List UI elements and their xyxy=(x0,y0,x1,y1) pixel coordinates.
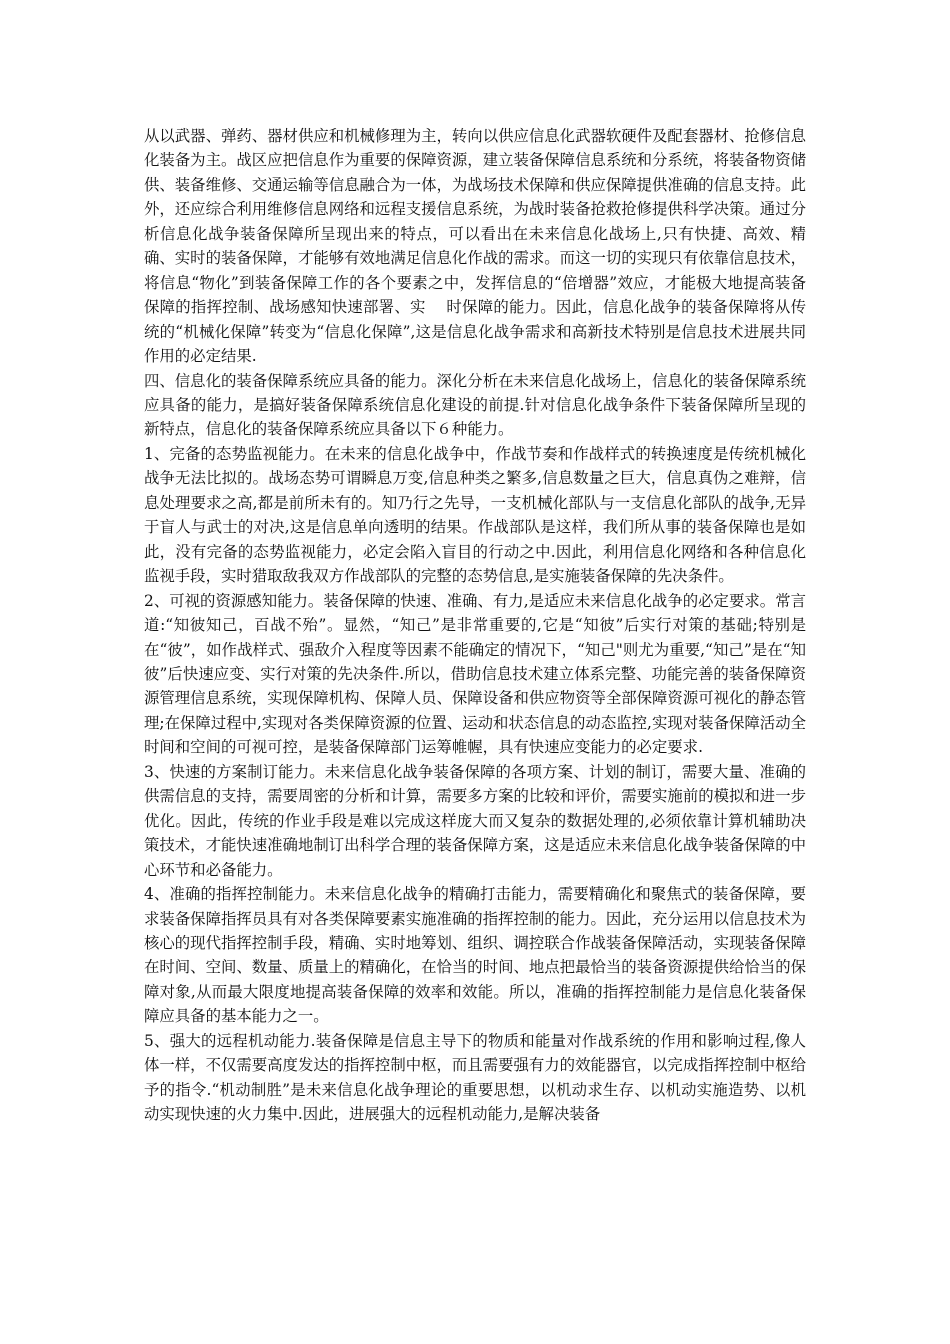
paragraph-3: 1、完备的态势监视能力。在未来的信息化战争中，作战节奏和作战样式的转换速度是传统机械化战争无法比拟的。战场态势可谓瞬息万变,信息种类之繁多,信息数量之巨大，信息真伪之难辩，信息处理要求之高,都是前所未有的。知乃行之先导，一支机械化部队与一支信息化部队的战争,无异于盲人与武士的对决,这是信息单向透明的结果。作战部队是这样，我们所从事的装备保障也是如此，没有完备的态势监视能力，必定会陷入盲目的行动之中.因此，利用信息化网络和各种信息化监视手段，实时猎取敌我双方作战部队的完整的态势信息,是实施装备保障的先决条件。 xyxy=(144,444,806,586)
paragraph-6: 4、准确的指挥控制能力。未来信息化战争的精确打击能力，需要精确化和聚焦式的装备保障，要求装备保障指挥员具有对各类保障要素实施准确的指挥控制的能力。因此，充分运用以信息技术为核心的现代指挥控制手段，精确、实时地筹划、组织、调控联合作战装备保障活动，实现装备保障在时间、空间、数量、质量上的精确化，在恰当的时间、地点把最恰当的装备资源提供给恰当的保障对象,从而最大限度地提高装备保障的效率和效能。所以，准确的指挥控制能力是信息化装备保障应具备的基本能力之一。 xyxy=(144,885,806,1026)
paragraph-4: 2、可视的资源感知能力。装备保障的快速、准确、有力,是适应未来信息化战争的必定要求。常言道:“知彼知己，百战不殆”。显然，“知己”是非常重要的,它是“知彼”后实行对策的基础;特别是在“彼”，如作战样式、强敌介入程度等因素不能确定的情况下，“知己"则尤为重要,“知己”是在“知彼”后快速应变、实行对策的先决条件.所以，借助信息技术建立体系完整、功能完善的装备保障资源管理信息系统，实现保障机构、保障人员、保障设备和供应物资等全部保障资源可视化的静态管理;在保障过程中,实现对各类保障资源的位置、运动和状态信息的动态监控,实现对装备保障活动全时间和空间的可视可控，是装备保障部门运筹帷幄，具有快速应变能力的必定要求. xyxy=(144,591,806,757)
document-body xyxy=(144,124,806,1127)
paragraph-2: 四、信息化的装备保障系统应具备的能力。深化分析在未来信息化战场上，信息化的装备保障系统应具备的能力，是搞好装备保障系统信息化建设的前提.针对信息化战争条件下装备保障所呈现的新特点，信息化的装备保障系统应具备以下６种能力。 xyxy=(144,371,806,439)
paragraph-1: 从以武器、弹药、器材供应和机械修理为主，转向以供应信息化武器软硬件及配套器材、抢修信息化装备为主。战区应把信息作为重要的保障资源，建立装备保障信息系统和分系统，将装备物资储供、装备维修、交通运输等信息融合为一体，为战场技术保障和供应保障提供准确的信息支持。此外，还应综合利用维修信息网络和远程支援信息系统，为战时装备抢救抢修提供科学决策。通过分析信息化战争装备保障所呈现出来的特点，可以看出在未来信息化战场上,只有快捷、高效、精确、实时的装备保障，才能够有效地满足信息化作战的需求。而这一切的实现只有依靠信息技术，将信息“物化”到装备保障工作的各个要素之中，发挥信息的“倍增器”效应，才能极大地提高装备保障的指挥控制、战场感知快速部署、实 时保障的能力。因此，信息化战争的装备保障将从传统的“机械化保障”转变为“信息化保障”,这是信息化战争需求和高新技术特别是信息技术进展共同作用的必定结果. xyxy=(144,127,806,366)
paragraph-5: 3、快速的方案制订能力。未来信息化战争装备保障的各项方案、计划的制订，需要大量、准确的供需信息的支持，需要周密的分析和计算，需要多方案的比较和评价，需要实施前的模拟和进一步优化。因此，传统的作业手段是难以完成这样庞大而又复杂的数据处理的,必须依靠计算机辅助决策技术，才能快速准确地制订出科学合理的装备保障方案，这是适应未来信息化战争装备保障的中心环节和必备能力。 xyxy=(144,762,806,879)
paragraph-7: 5、强大的远程机动能力.装备保障是信息主导下的物质和能量对作战系统的作用和影响过程,像人体一样，不仅需要高度发达的指挥控制中枢，而且需要强有力的效能器官，以完成指挥控制中枢给予的指令.“机动制胜”是未来信息化战争理论的重要思想，以机动求生存、以机动实施造势、以机动实现快速的火力集中.因此，进展强大的远程机动能力,是解决装备 xyxy=(144,1031,806,1124)
